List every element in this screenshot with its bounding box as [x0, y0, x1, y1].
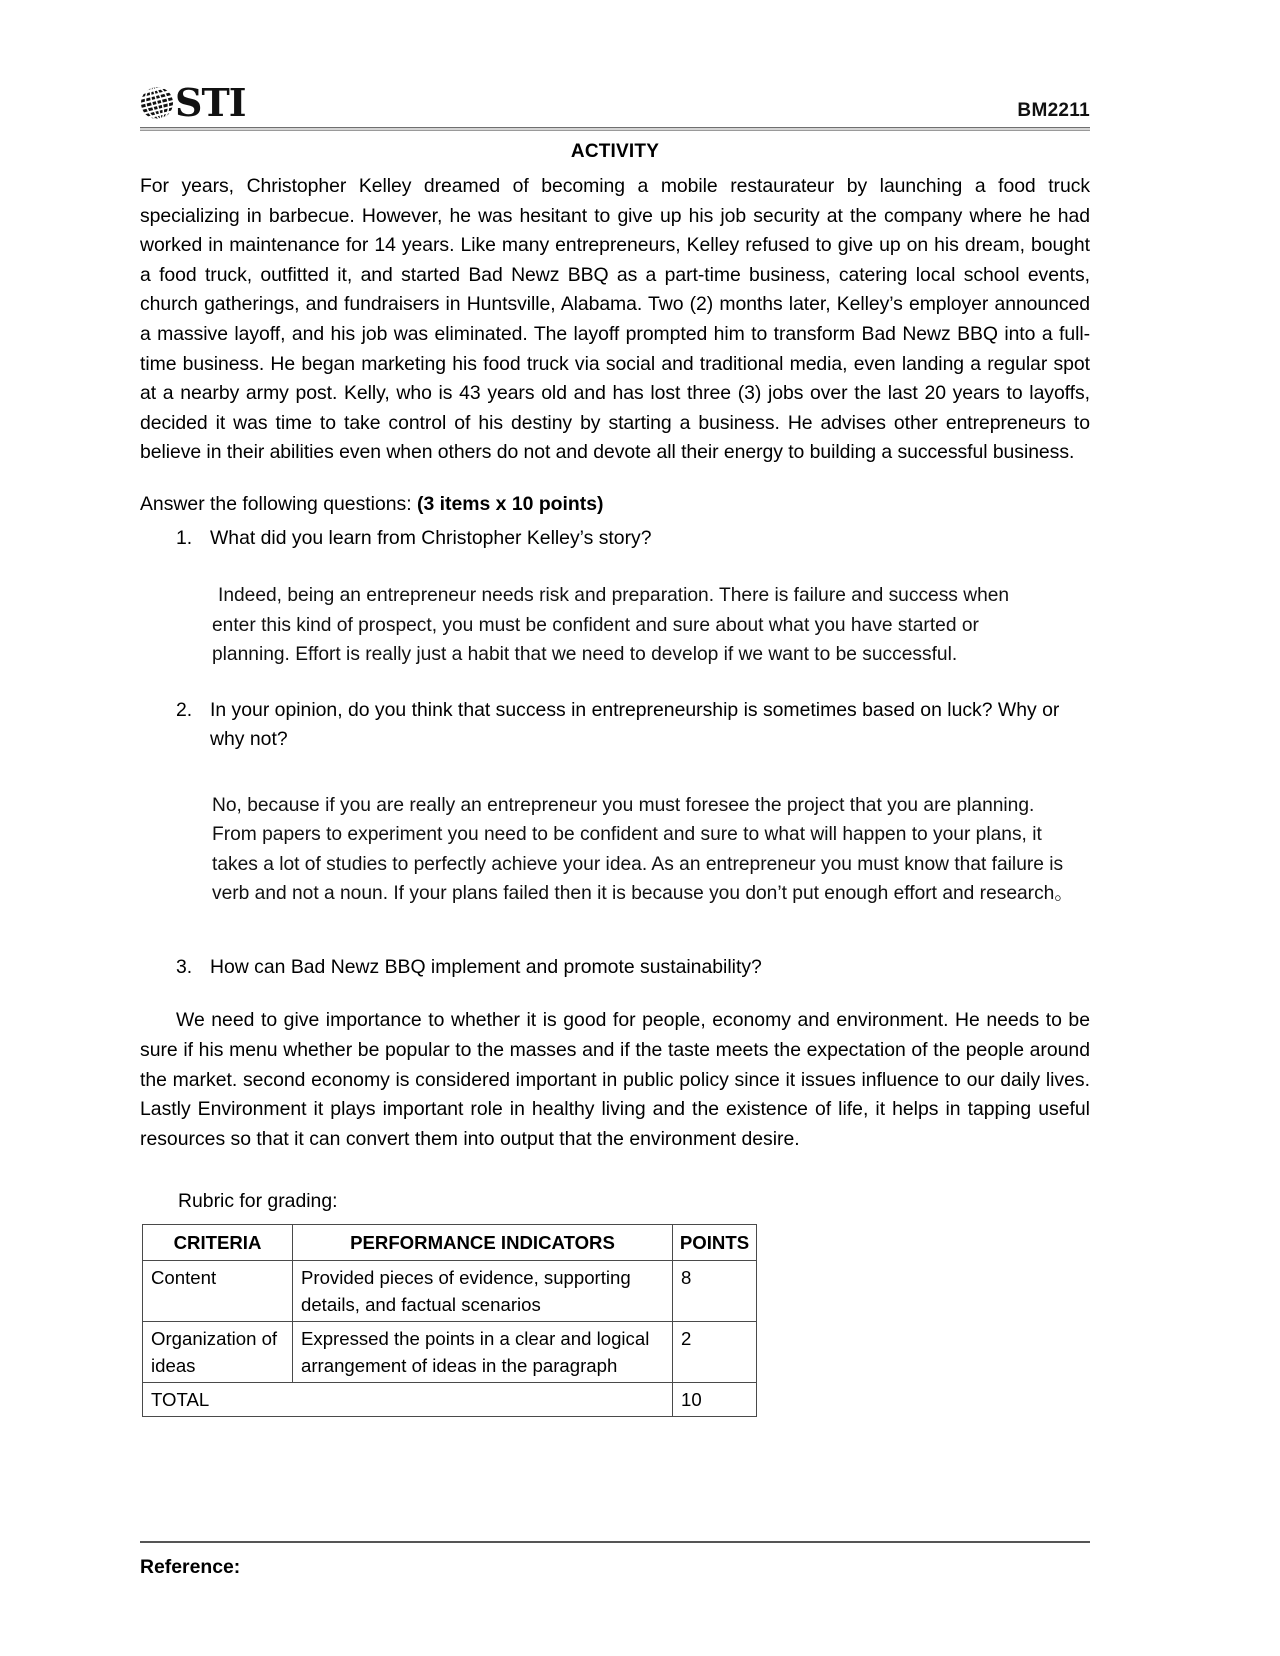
question-text-1: What did you learn from Christopher Kelley’s story? — [210, 526, 652, 549]
question-number-2: 2. — [176, 698, 193, 721]
indicator-organization: Expressed the points in a clear and logical arrangement of ideas in the paragraph — [293, 1322, 673, 1383]
table-row — [143, 1261, 757, 1322]
answer-text-2: No, because if you are really an entrepreneur you must foresee the project that you are planning. From papers to experiment you need to be confident and sure to what will happen to your plans, it takes a lot of studies to perfectly achieve your idea. As an entrepreneur you must know that failure is verb and not a noun. If your plans failed then it is because you don’t put enough effort and research。 — [212, 794, 1074, 905]
answer-text-1: Indeed, being an entrepreneur needs risk and preparation. There is failure and success when enter this kind of prospect, you must be confident and sure about what you have started or planning. Effort is really just a habit that we need to develop if we want to be successful. — [212, 585, 1010, 666]
rubric-label: Rubric for grading: — [178, 1190, 338, 1213]
question-item-3 — [140, 953, 1090, 983]
document-body — [140, 138, 1090, 1417]
column-header-criteria: CRITERIA — [143, 1225, 293, 1261]
sti-logo — [140, 80, 246, 126]
instruction-text: Answer the following questions: — [140, 492, 418, 515]
indicator-content: Provided pieces of evidence, supporting details, and factual scenarios — [293, 1261, 673, 1322]
question-item-1 — [140, 524, 1090, 554]
points-content: 8 — [673, 1261, 757, 1322]
footer-divider — [140, 1541, 1090, 1543]
question-item-2 — [140, 696, 1090, 755]
question-number-3: 3. — [176, 955, 193, 978]
questions-list — [140, 524, 1090, 983]
page-header — [140, 72, 1090, 126]
total-label: TOTAL — [143, 1383, 673, 1417]
question-number-1: 1. — [176, 526, 193, 549]
story-paragraph: For years, Christopher Kelley dreamed of becoming a mobile restaurateur by launching a food truck specializing in barbecue. However, he was hesitant to give up his job security at the company where he had worked in maintenance for 14 years. Like many entrepreneurs, Kelley refused to give up on his dream, bought a food truck, outfitted it, and started Bad Newz BBQ as a part-time business, catering local school events, church gatherings, and fundraisers in Huntsville, Alabama. Two (2) months later, Kelley’s employer announced a massive layoff, and his job was eliminated. The layoff prompted him to transform Bad Newz BBQ into a full-time business. He began marketing his food truck via social and traditional media, even landing a regular spot at a nearby army post. Kelly, who is 43 years old and has lost three (3) jobs over the last 20 years to layoffs, decided it was time to take control of his destiny by starting a business. He advises other entrepreneurs to believe in their abilities even when others do not and devote all their energy to building a successful business. — [140, 175, 1090, 464]
header-divider — [140, 127, 1090, 131]
column-header-indicators: PERFORMANCE INDICATORS — [293, 1225, 673, 1261]
sti-logo-text: STI — [175, 80, 246, 125]
document-code: BM2211 — [1017, 100, 1090, 121]
question-text-3: How can Bad Newz BBQ implement and promote sustainability? — [210, 955, 762, 978]
reference-label: Reference: — [140, 1556, 241, 1578]
table-row — [143, 1322, 757, 1383]
instruction-points: (3 items x 10 points) — [417, 492, 604, 515]
answer-text-3: We need to give importance to whether it is good for people, economy and environment. He needs to be sure if his menu whether be popular to the masses and if the taste meets the expectation of the people around the market. second economy is considered important in public policy since it issues influence to our daily lives. Lastly Environment it plays important role in healthy living and the existence of life, it helps in tapping useful resources so that it can convert them into output that the environment desire. — [140, 1009, 1090, 1150]
question-text-2: In your opinion, do you think that success in entrepreneurship is sometimes based on luck? Why or why not? — [210, 698, 1060, 751]
table-total-row — [143, 1383, 757, 1417]
criteria-organization: Organization of ideas — [143, 1322, 293, 1383]
total-value: 10 — [673, 1383, 757, 1417]
criteria-content: Content — [143, 1261, 293, 1322]
globe-sphere-icon — [140, 84, 174, 122]
column-header-points: POINTS — [673, 1225, 757, 1261]
instruction-line — [140, 490, 1090, 520]
rubric-table — [142, 1224, 757, 1417]
points-organization: 2 — [673, 1322, 757, 1383]
table-header-row — [143, 1225, 757, 1261]
page-title: ACTIVITY — [570, 141, 660, 162]
